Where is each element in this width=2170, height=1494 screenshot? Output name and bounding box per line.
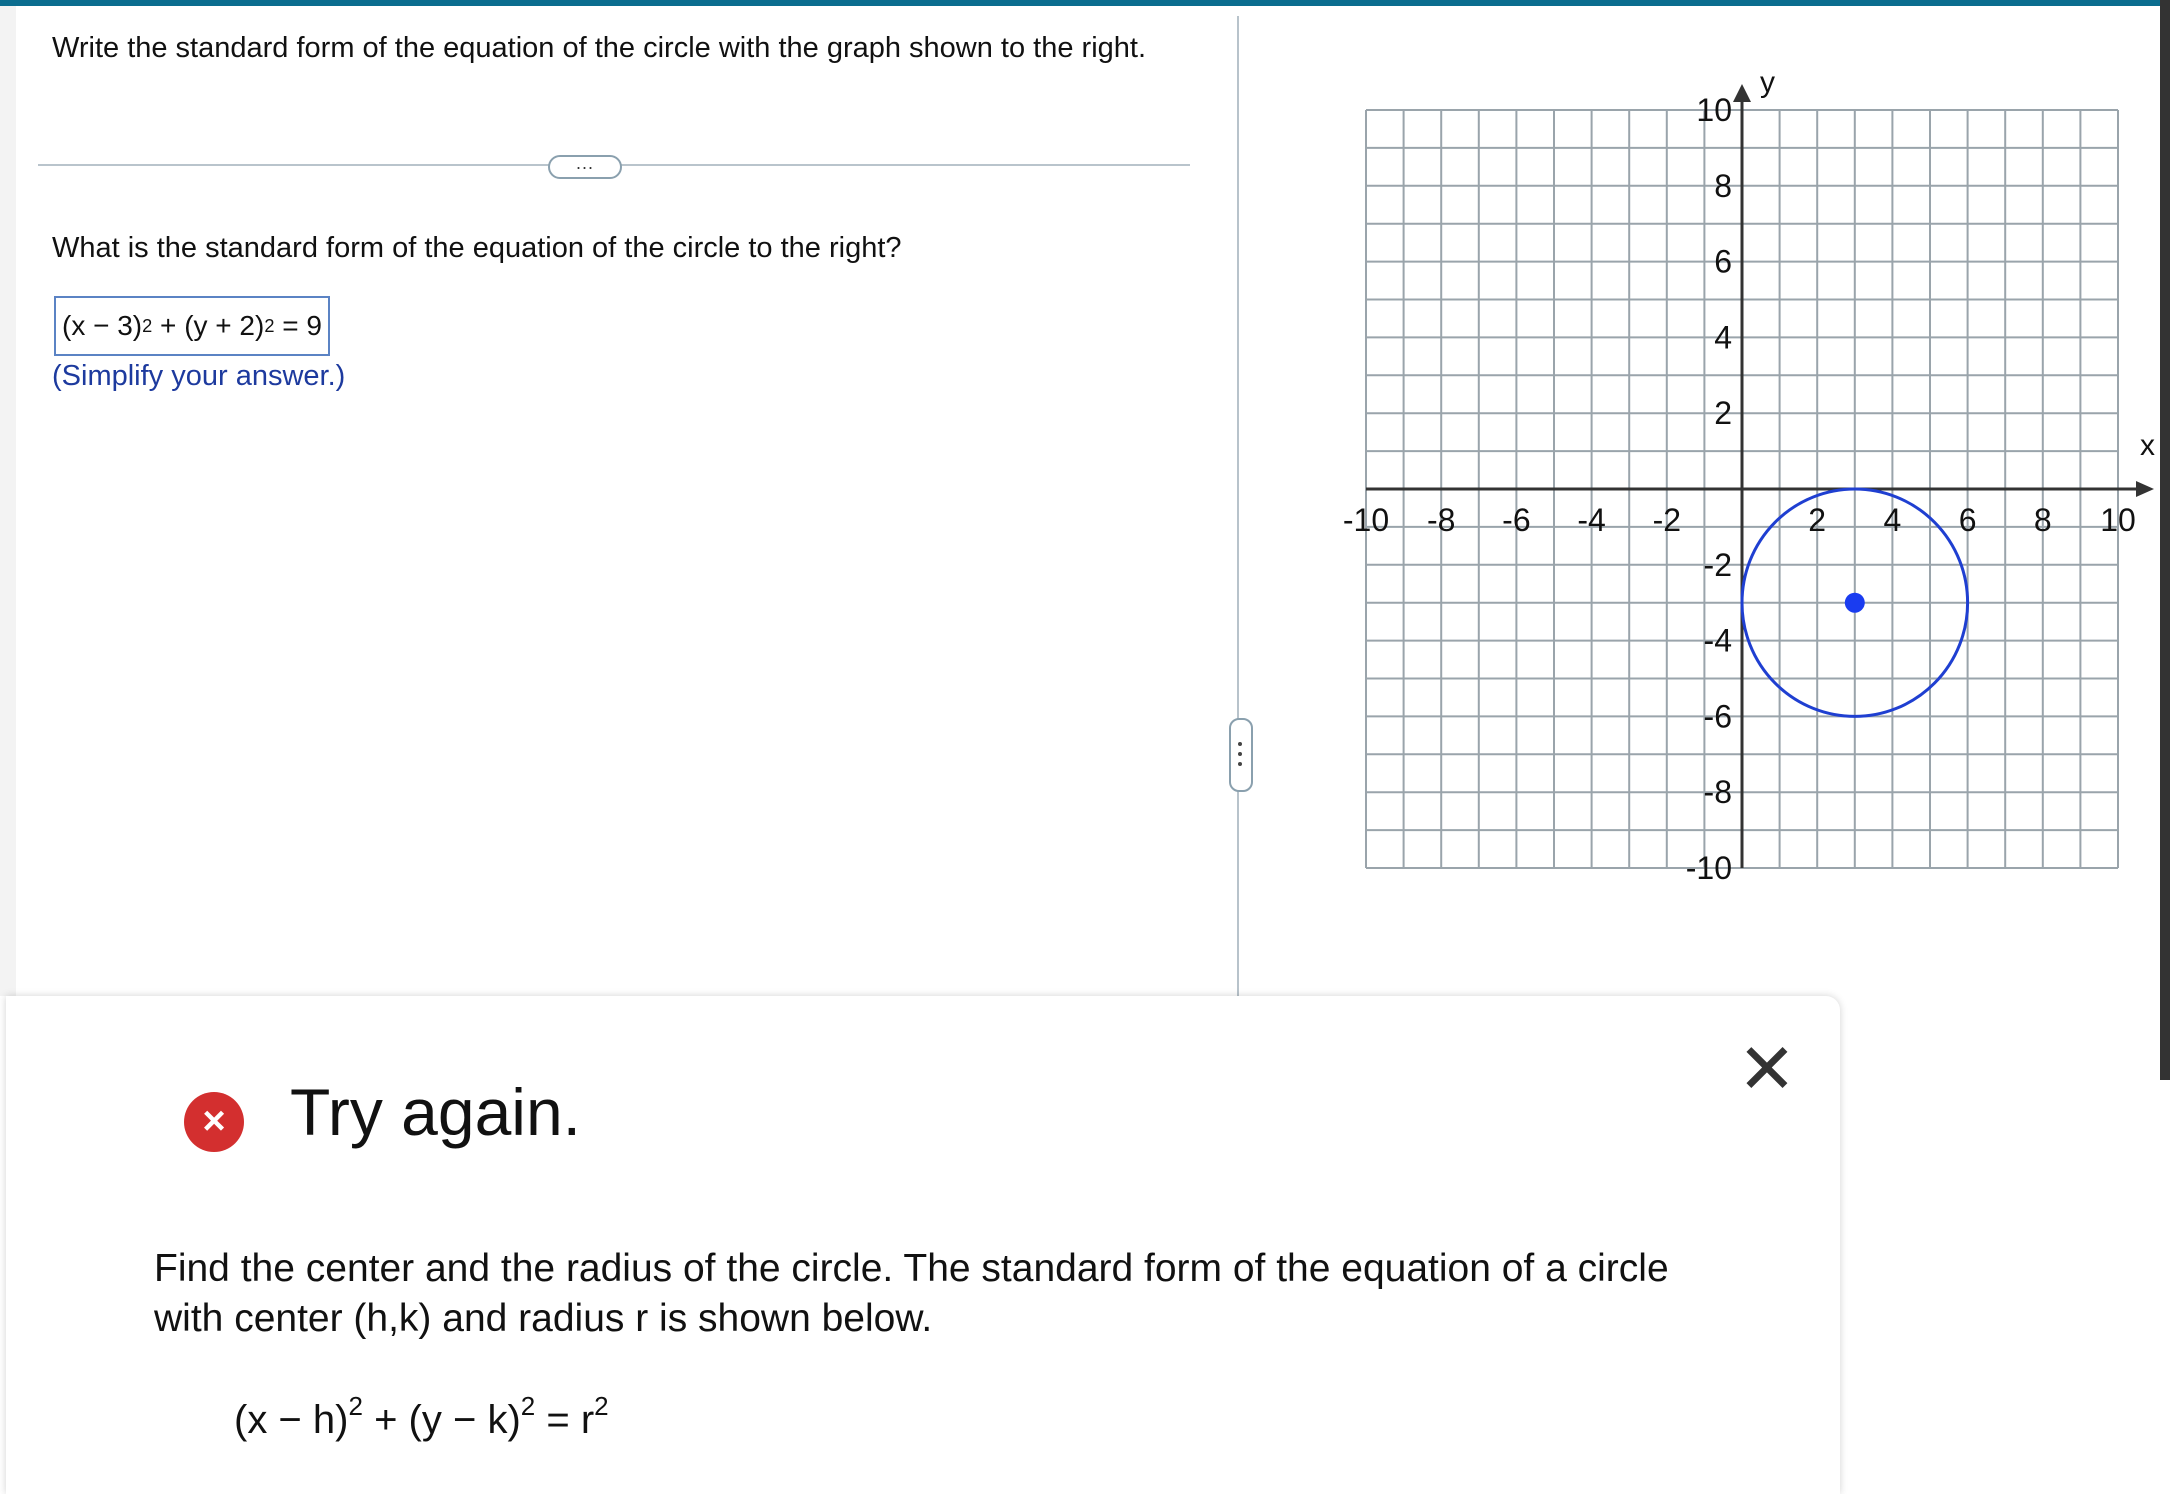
y-tick-label: -2: [1703, 546, 1732, 583]
x-circle-icon: ×: [184, 1092, 244, 1152]
expand-more-button[interactable]: ...: [548, 155, 622, 179]
question-prompt: What is the standard form of the equation of the circle to the right?: [52, 232, 902, 264]
circle-center-point: [1845, 593, 1865, 613]
x-tick-label: -10: [1342, 502, 1390, 538]
standard-form-formula: [234, 1390, 609, 1443]
top-bar: [0, 0, 2170, 6]
x-tick-label: 8: [2033, 502, 2052, 538]
answer-rhs: = 9: [274, 310, 322, 341]
x-tick-label: -8: [1426, 502, 1456, 538]
x-tick-label: -4: [1577, 502, 1606, 538]
y-tick-label: 6: [1714, 243, 1732, 280]
grip-dot: [1238, 742, 1242, 746]
formula-exponent: 2: [520, 1390, 536, 1421]
grip-dot: [1238, 752, 1242, 756]
close-button[interactable]: ✕: [1737, 1030, 1797, 1108]
formula-y-term: (y − k): [408, 1398, 521, 1442]
grip-dot: [1238, 762, 1242, 766]
y-tick-label: -8: [1703, 774, 1732, 811]
feedback-title: Try again.: [290, 1075, 582, 1149]
answer-plus: +: [152, 310, 185, 341]
formula-exponent: 2: [348, 1390, 363, 1421]
y-tick-label: 2: [1714, 395, 1732, 432]
splitter-handle[interactable]: [1229, 718, 1253, 792]
x-tick-label: 4: [1883, 502, 1902, 538]
x-tick-label: 2: [1808, 502, 1827, 538]
x-axis-label: x: [2140, 429, 2155, 462]
answer-field[interactable]: (x − 3) 2 + (y + 2) 2 = 9: [54, 296, 330, 356]
formula-exponent: 2: [594, 1390, 609, 1421]
y-tick-label: -6: [1703, 698, 1732, 735]
x-tick-label: -6: [1502, 502, 1531, 538]
x-tick-label: 6: [1958, 502, 1977, 538]
window-edge: [2160, 0, 2170, 1080]
feedback-text: Find the center and the radius of the circle. The standard form of the equation of a circle with center (h,k) and radius r is shown below.: [154, 1247, 1669, 1340]
y-tick-label: 4: [1714, 319, 1732, 356]
y-tick-label: -4: [1703, 622, 1732, 659]
x-tick-label: -2: [1652, 502, 1682, 538]
feedback-panel: [6, 996, 1840, 1494]
formula-equals: = r: [535, 1398, 595, 1442]
formula-plus: +: [362, 1398, 409, 1442]
answer-x-term: (x − 3): [62, 310, 143, 341]
x-tick-label: 10: [2100, 502, 2136, 538]
formula-x-term: (x − h): [234, 1398, 349, 1442]
answer-y-term: (y + 2): [184, 310, 265, 341]
y-tick-label: -10: [1685, 850, 1732, 886]
y-axis-label: y: [1760, 66, 1775, 99]
y-tick-label: 10: [1696, 92, 1732, 128]
panel-splitter: [1237, 16, 1239, 996]
simplify-hint: (Simplify your answer.): [52, 360, 346, 392]
y-tick-label: 8: [1714, 167, 1732, 204]
circle-graph: [1320, 40, 2160, 900]
y-axis-arrow: [1733, 84, 1751, 102]
x-axis-arrow: [2136, 481, 2154, 497]
question-title: Write the standard form of the equation of the circle with the graph shown to the right.: [52, 32, 1147, 64]
left-edge-panel: [0, 6, 16, 996]
